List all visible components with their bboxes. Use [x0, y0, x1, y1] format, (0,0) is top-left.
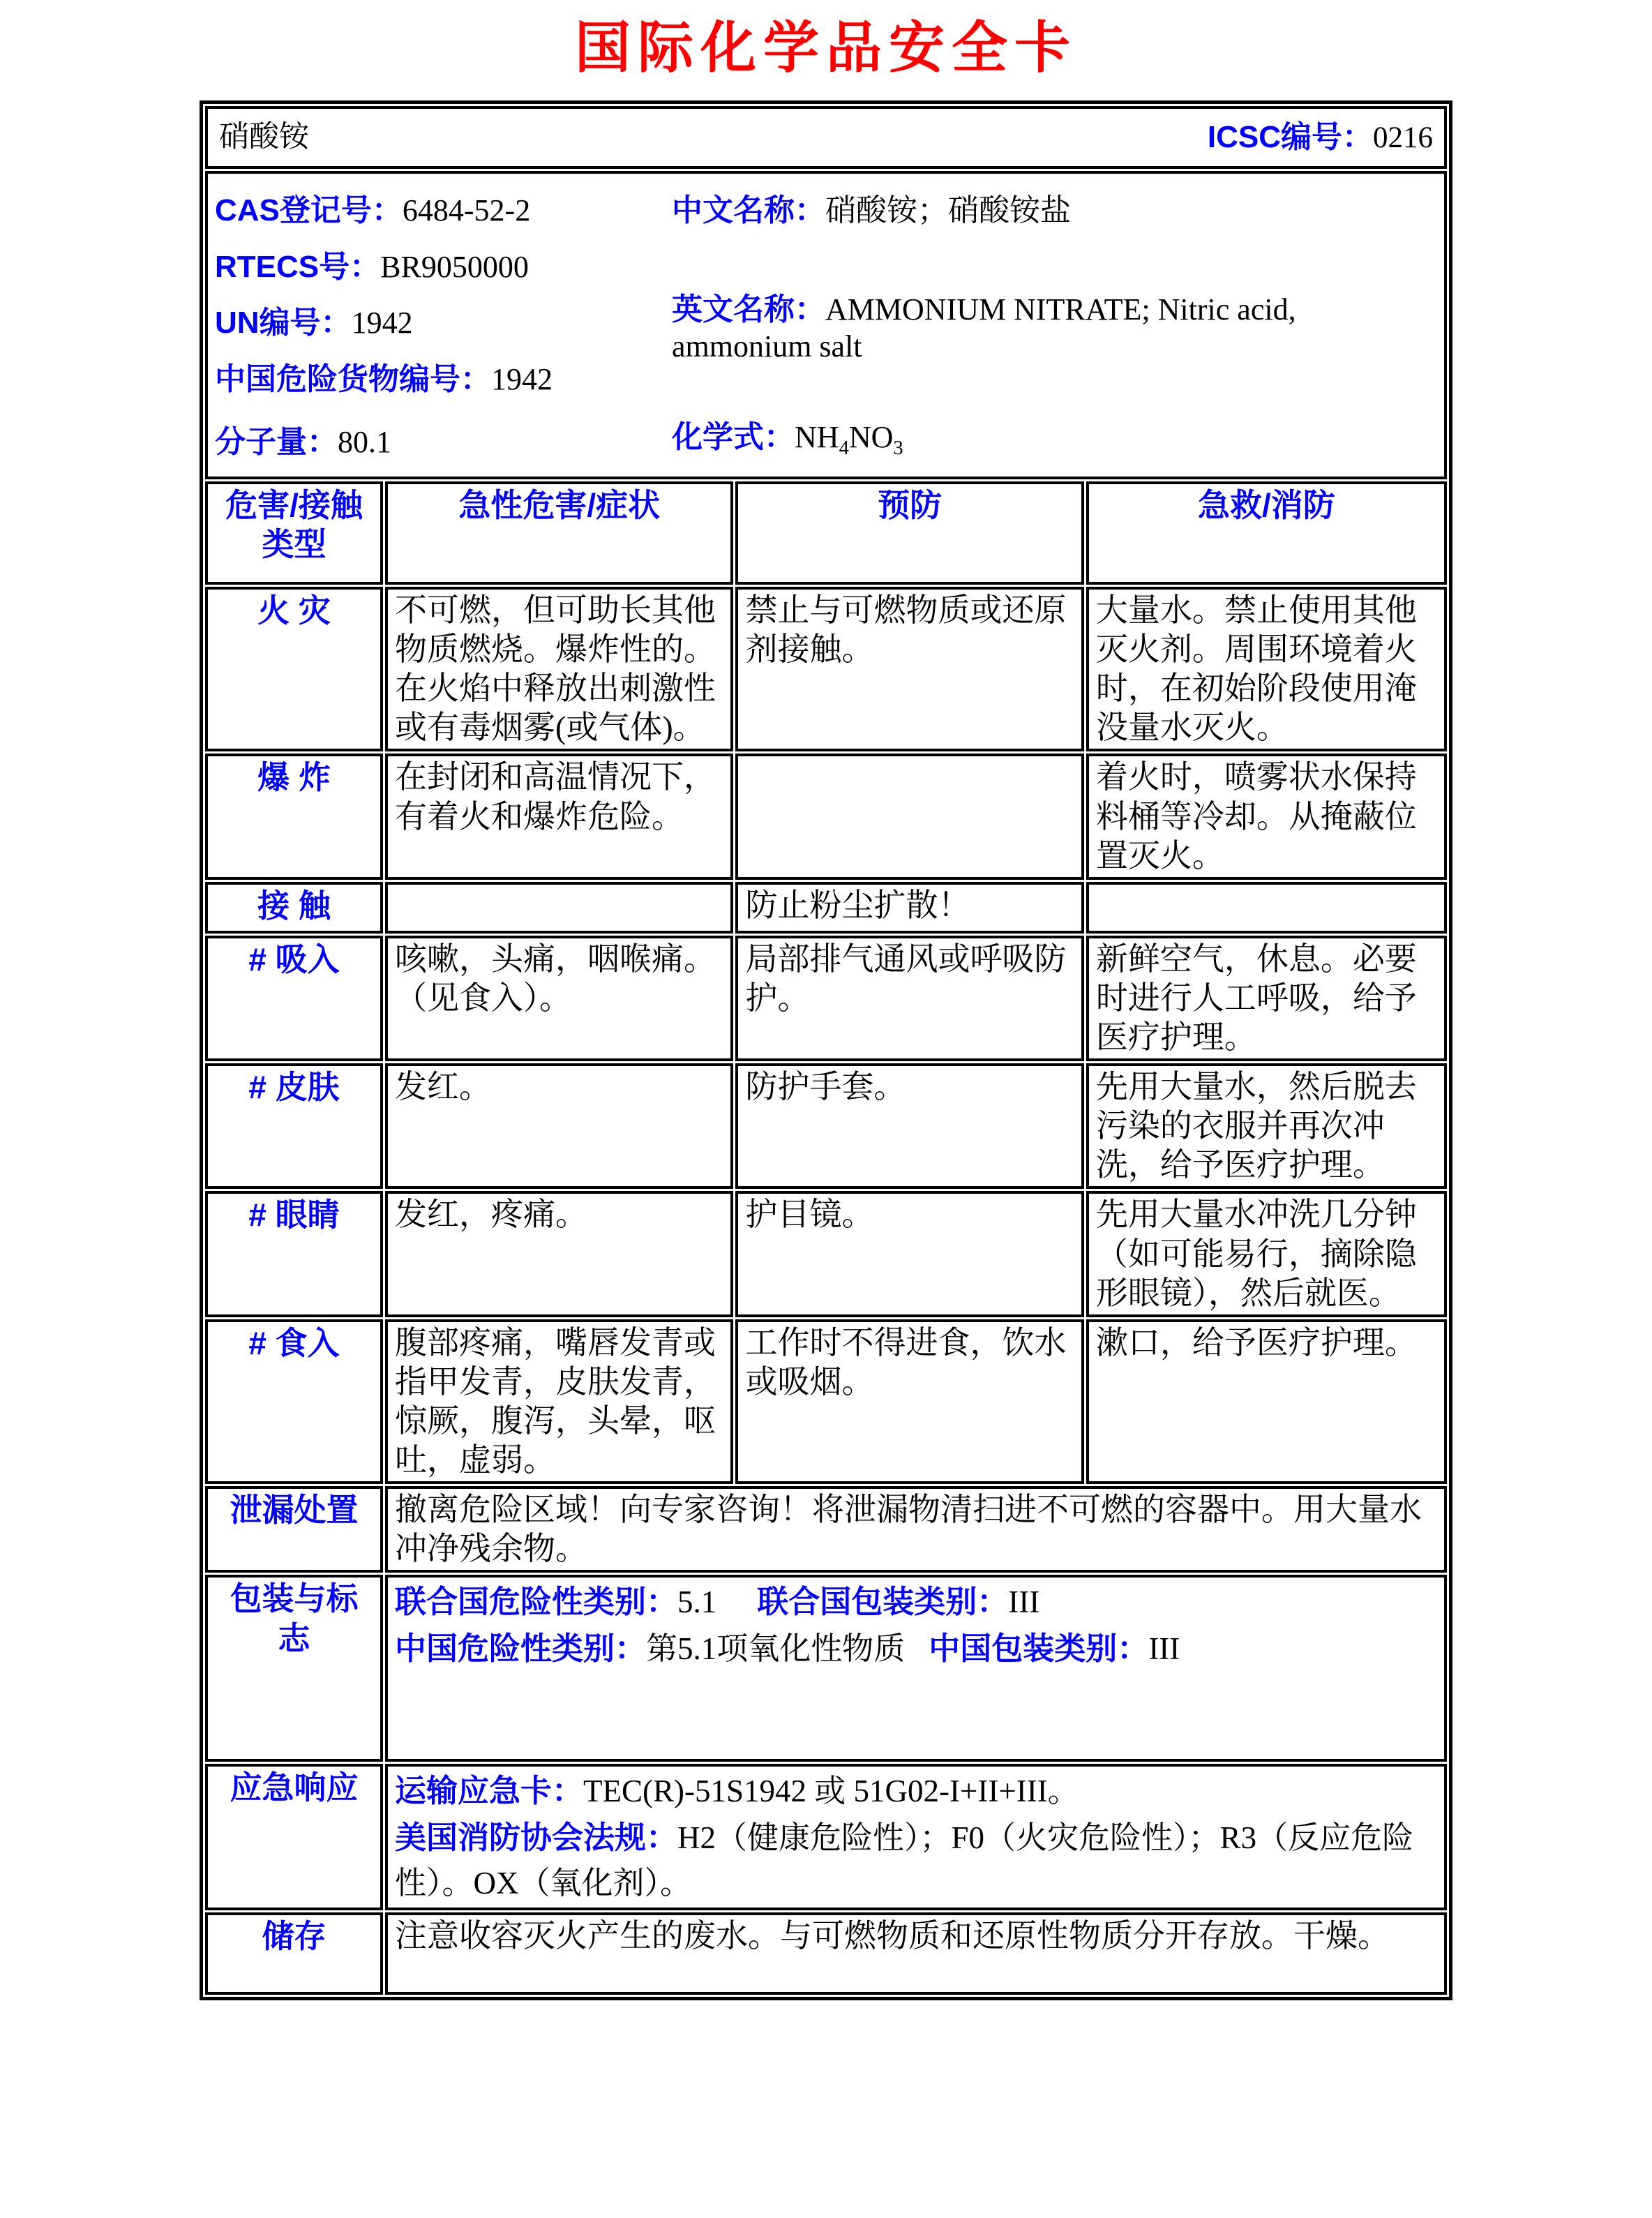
header-hazard-type: 危害/接触 类型: [205, 481, 383, 585]
hazard-table-header-row: [205, 481, 1447, 585]
exposure-acute: [385, 882, 733, 934]
packaging-line-un: 联合国危险性类别：5.1 联合国包装类别：III: [395, 1584, 1040, 1620]
skin-first-aid: 先用大量水，然后脱去污染的衣服并再次冲洗，给予医疗护理。: [1086, 1063, 1447, 1189]
ingestion-prevention: 工作时不得进食，饮水或吸烟。: [735, 1319, 1083, 1484]
inhalation-acute: 咳嗽，头痛，咽喉痛。（见食入）。: [385, 936, 733, 1061]
eyes-prevention: 护目镜。: [735, 1191, 1083, 1317]
row-skin: [205, 1063, 1447, 1189]
ingestion-first-aid: 漱口，给予医疗护理。: [1086, 1319, 1447, 1484]
molecular-weight: 分子量：80.1: [215, 425, 391, 460]
packaging-line-china: 中国危险性类别：第5.1项氧化性物质 中国包装类别：III: [395, 1630, 1180, 1666]
inhalation-prevention: 局部排气通风或呼吸防护。: [735, 936, 1083, 1061]
icsc-card-table: [200, 100, 1452, 2000]
eyes-first-aid: 先用大量水冲洗几分钟（如可能易行，摘除隐形眼镜），然后就医。: [1086, 1191, 1447, 1317]
emergency-nfpa-code: 美国消防协会法规：H2（健康危险性）；F0（火灾危险性）；R3（反应危险性）。OX（氧化剂）。: [395, 1819, 1414, 1901]
row-inhalation: [205, 936, 1447, 1061]
rtecs-number: RTECS号：BR9050000: [215, 249, 529, 284]
cas-number: CAS登记号：6484-52-2: [215, 193, 531, 227]
emergency-content: [385, 1764, 1447, 1910]
substance-header-row: [205, 106, 1447, 169]
packaging-content: [385, 1575, 1447, 1762]
icsc-number-group: [1208, 119, 1433, 156]
emergency-transport-card: 运输应急卡：TEC(R)-51S1942 或 51G02-I+II+III。: [395, 1773, 1079, 1809]
explosion-type-label: 爆 炸: [205, 754, 383, 879]
inhalation-type-label: # 吸入: [205, 936, 383, 1061]
chinese-name: 中文名称：硝酸铵；硝酸铵盐: [672, 193, 1071, 227]
page-title: 国际化学品安全卡: [575, 18, 1077, 80]
skin-acute: 发红。: [385, 1063, 733, 1189]
header-acute-hazards: 急性危害/症状: [385, 481, 733, 585]
emergency-type-label: 应急响应: [205, 1764, 383, 1910]
identifiers-left-column: [215, 192, 672, 465]
row-storage: [205, 1912, 1447, 1995]
explosion-prevention: [735, 754, 1083, 879]
row-emergency-response: [205, 1764, 1447, 1910]
skin-type-label: # 皮肤: [205, 1063, 383, 1189]
storage-text: 注意收容灭火产生的废水。与可燃物质和还原性物质分开存放。干燥。: [385, 1912, 1447, 1995]
eyes-type-label: # 眼睛: [205, 1191, 383, 1317]
icsc-number-value: 0216: [1373, 121, 1433, 154]
inhalation-first-aid: 新鲜空气，休息。必要时进行人工呼吸，给予医疗护理。: [1086, 936, 1447, 1061]
ingestion-type-label: # 食入: [205, 1319, 383, 1484]
spillage-text: 撤离危险区域！向专家咨询！将泄漏物清扫进不可燃的容器中。用大量水冲净残余物。: [385, 1486, 1447, 1573]
row-packaging-labelling: [205, 1575, 1447, 1762]
un-number: UN编号：1942: [215, 306, 413, 340]
exposure-prevention: 防止粉尘扩散！: [735, 882, 1083, 934]
fire-type-label: 火 灾: [205, 587, 383, 751]
english-name: 英文名称：AMMONIUM NITRATE; Nitric acid, ammonium salt: [672, 292, 1296, 364]
chemical-formula: 化学式：$NH_4NO_3$: [672, 420, 903, 460]
skin-prevention: 防护手套。: [735, 1063, 1083, 1189]
storage-type-label: 储存: [205, 1912, 383, 1995]
substance-name: 硝酸铵: [219, 120, 309, 153]
explosion-first-aid: 着火时，喷雾状水保持料桶等冷却。从掩蔽位置灭火。: [1086, 754, 1447, 879]
identifiers-right-column: [672, 192, 1437, 465]
china-dg-number: 中国危险货物编号：1942: [215, 362, 553, 397]
header-first-aid: 急救/消防: [1086, 481, 1447, 585]
fire-prevention: 禁止与可燃物质或还原剂接触。: [735, 587, 1083, 751]
exposure-type-label: 接 触: [205, 882, 383, 934]
icsc-number-label: ICSC编号：: [1207, 119, 1373, 154]
identifiers-row: [205, 171, 1447, 479]
packaging-type-label: 包装与标志: [205, 1575, 383, 1762]
row-exposure: [205, 882, 1447, 934]
eyes-acute: 发红，疼痛。: [385, 1191, 733, 1317]
fire-first-aid: 大量水。禁止使用其他灭火剂。周围环境着火时，在初始阶段使用淹没量水灭火。: [1086, 587, 1447, 751]
exposure-first-aid: [1086, 882, 1447, 934]
spillage-type-label: 泄漏处置: [205, 1486, 383, 1573]
row-explosion: [205, 754, 1447, 879]
explosion-acute: 在封闭和高温情况下，有着火和爆炸危险。: [385, 754, 733, 879]
row-eyes: [205, 1191, 1447, 1317]
row-spillage-disposal: [205, 1486, 1447, 1573]
fire-acute: 不可燃，但可助长其他物质燃烧。爆炸性的。在火焰中释放出刺激性或有毒烟雾(或气体)。: [385, 587, 733, 751]
row-fire: [205, 587, 1447, 751]
ingestion-acute: 腹部疼痛，嘴唇发青或指甲发青，皮肤发青，惊厥，腹泻，头晕，呕吐，虚弱。: [385, 1319, 733, 1484]
header-prevention: 预防: [735, 481, 1083, 585]
row-ingestion: [205, 1319, 1447, 1484]
